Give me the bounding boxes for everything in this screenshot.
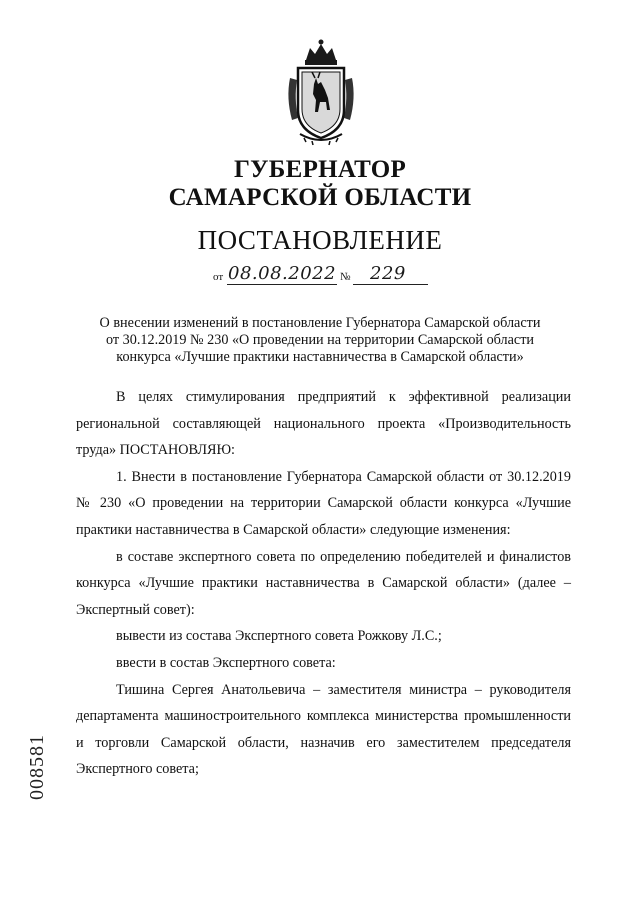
number-underline bbox=[353, 284, 428, 285]
coat-of-arms-emblem bbox=[284, 38, 358, 146]
date-prefix-label: от bbox=[213, 271, 224, 283]
document-type-title: ПОСТАНОВЛЕНИЕ bbox=[197, 225, 443, 255]
body-paragraph-new-member: Тишина Сергея Анатольевича – заместителя министра – руководителя департамента машиностроительного комплекса министерства промышленности и торговли Самарской области, назначив его заместителем председателя Экспертного совета; bbox=[76, 681, 571, 778]
handwritten-date: 08.08.2022 bbox=[228, 263, 337, 284]
org-title-line1: ГУБЕРНАТОР bbox=[233, 156, 407, 183]
org-title-line2: САМАРСКОЙ ОБЛАСТИ bbox=[168, 184, 472, 211]
body-paragraph-expert-council: в составе экспертного совета по определению победителей и финалистов конкурса «Лучшие практики наставничества в Самарской области» (далее – Экспертный совет): bbox=[76, 548, 571, 618]
date-number-line bbox=[213, 263, 428, 288]
body-paragraph-item-1: 1. Внести в постановление Губернатора Самарской области от 30.12.2019 № 230 «О проведении на территории Самарской области конкурса «Лучшие практики наставничества в Самарской области» следующие изменения: bbox=[76, 468, 571, 538]
number-prefix-label: № bbox=[340, 271, 351, 283]
document-body bbox=[76, 384, 571, 783]
subject-line: от 30.12.2019 № 230 «О проведении на территории Самарской области bbox=[106, 332, 534, 348]
body-paragraph-preamble: В целях стимулирования предприятий к эффективной реализации региональной составляющей национального проекта «Производительность труда» ПОСТАНОВЛЯЮ: bbox=[76, 389, 571, 459]
date-underline bbox=[227, 284, 337, 285]
handwritten-number: 229 bbox=[370, 263, 406, 284]
document-subject bbox=[60, 315, 580, 366]
body-paragraph-remove-member: вывести из состава Экспертного совета Рожкову Л.С.; bbox=[116, 628, 442, 645]
subject-line: конкурса «Лучшие практики наставничества в Самарской области» bbox=[116, 349, 524, 365]
subject-line: О внесении изменений в постановление Губернатора Самарской области bbox=[99, 315, 541, 331]
margin-serial-number: 008581 bbox=[26, 734, 48, 800]
body-paragraph-add-member: ввести в состав Экспертного совета: bbox=[116, 654, 336, 671]
